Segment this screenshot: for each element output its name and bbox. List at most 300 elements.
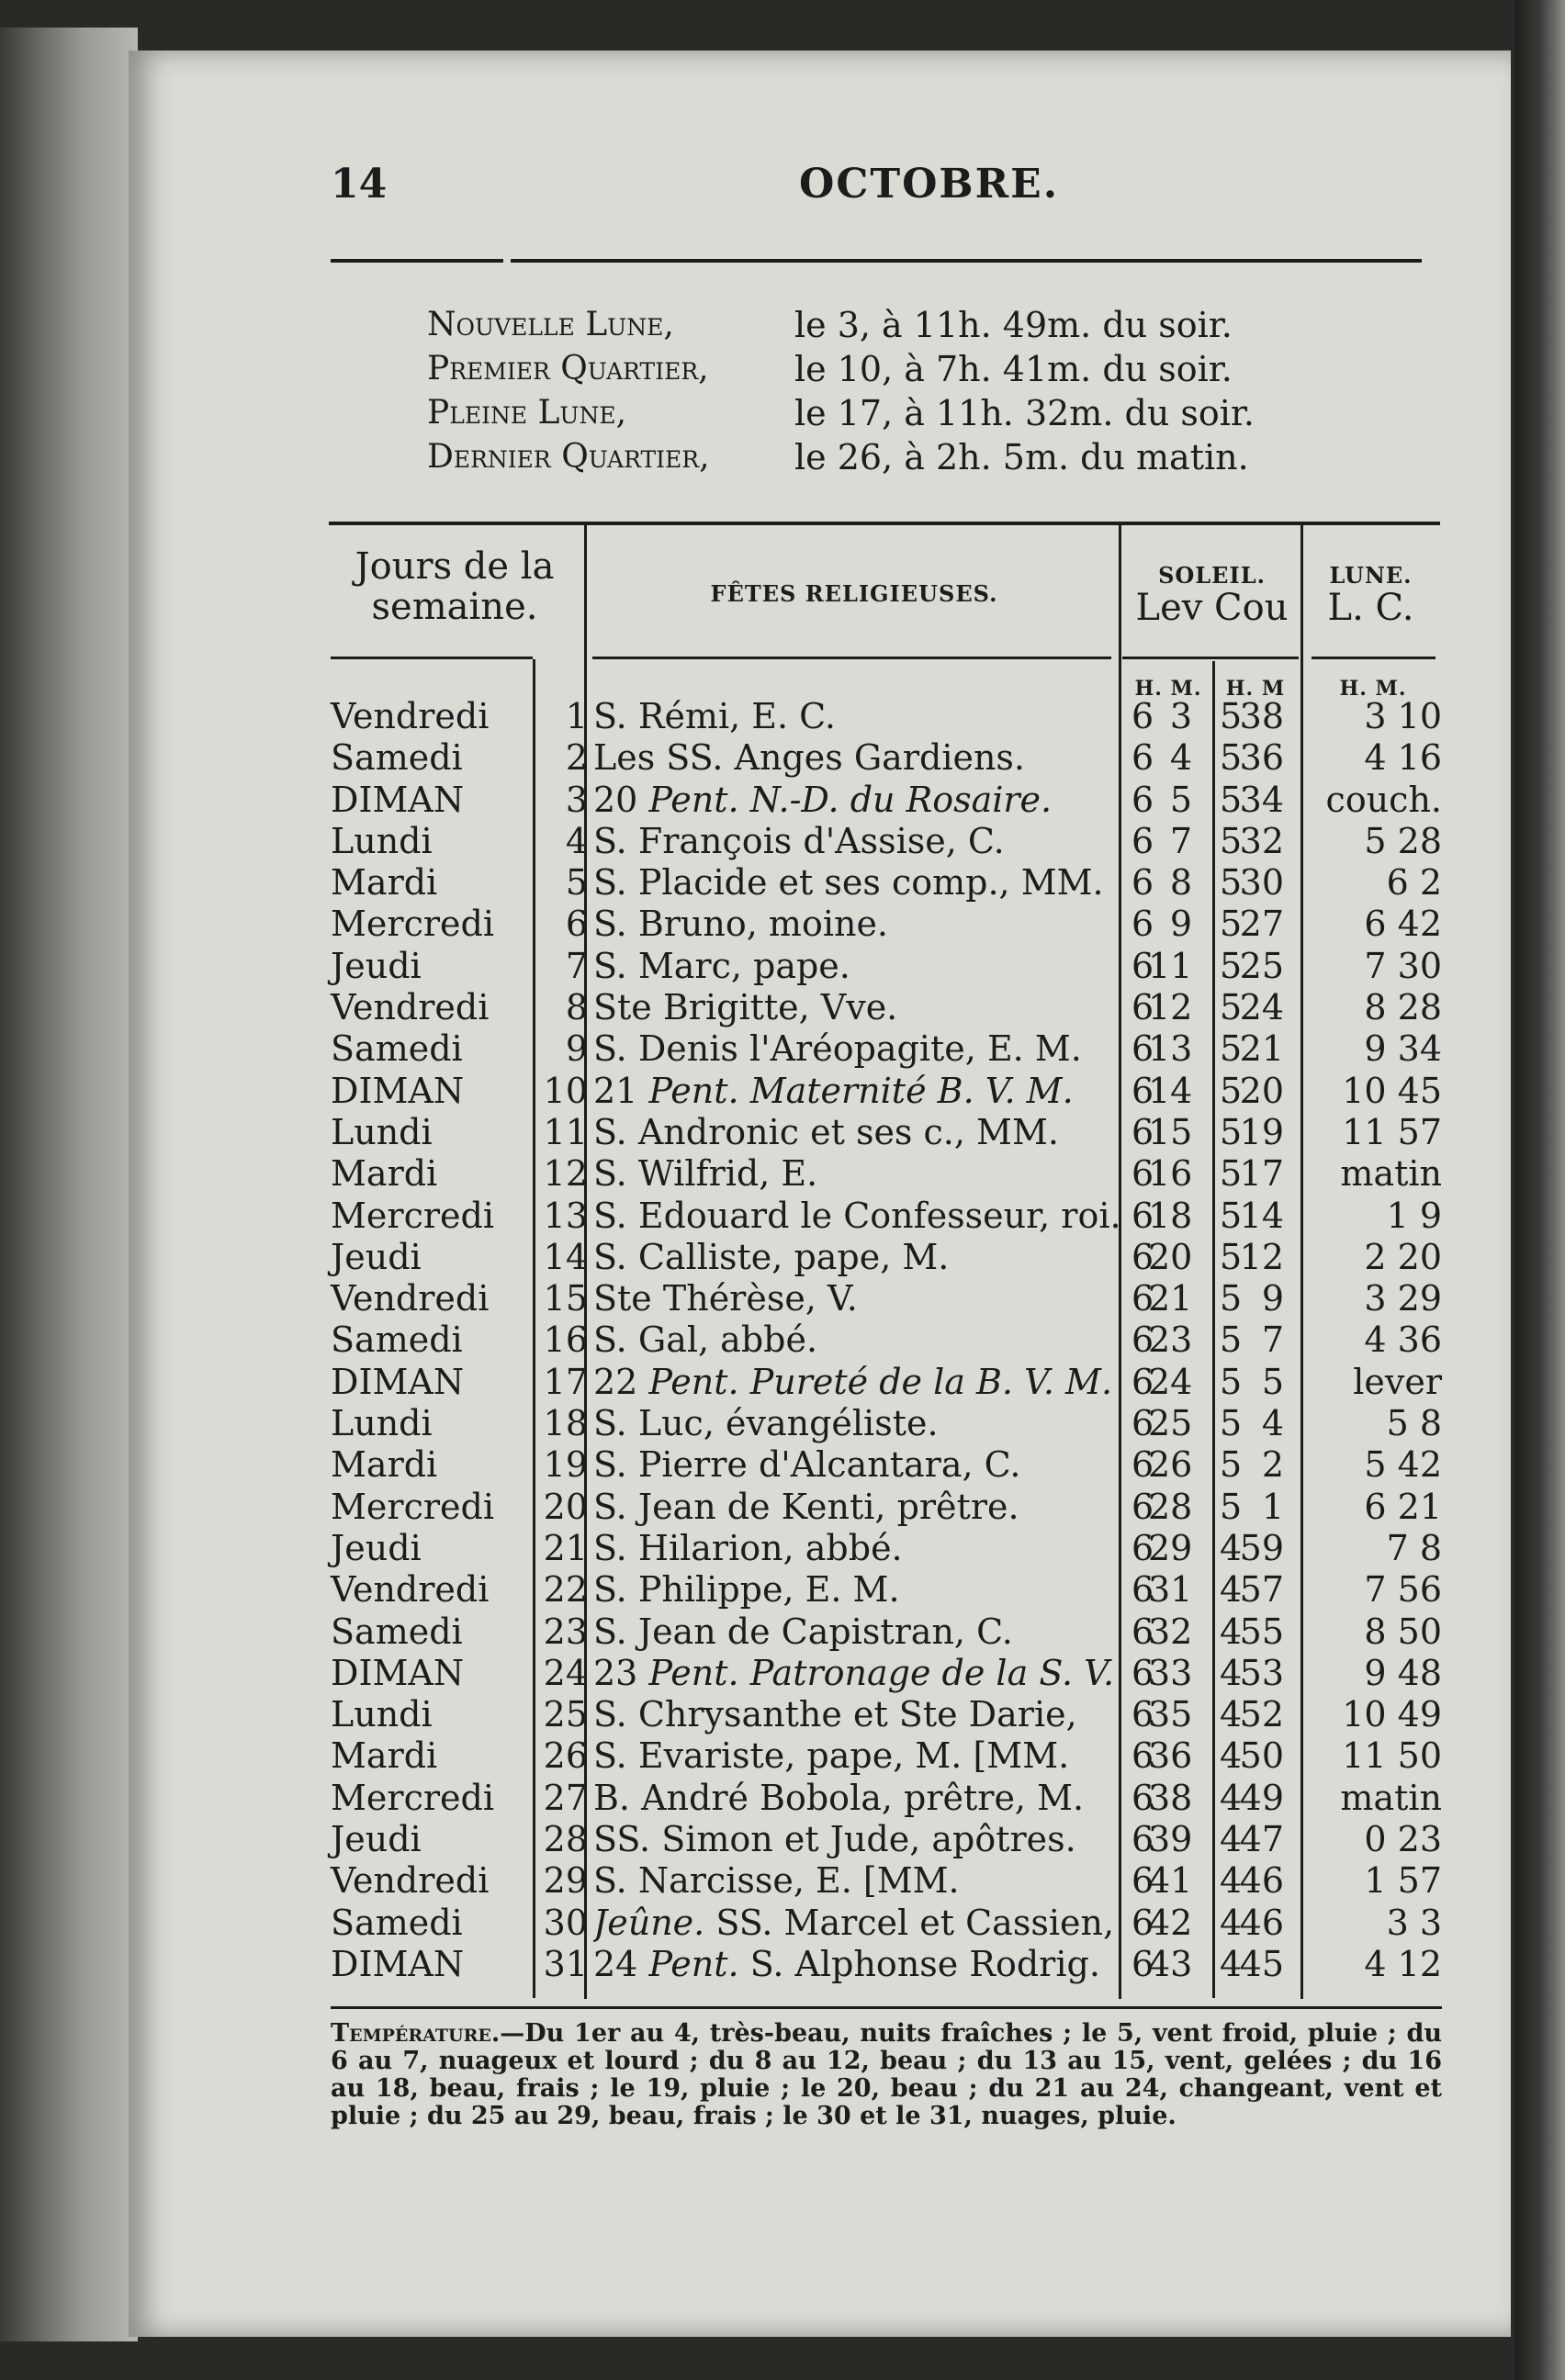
day-cell: Lundi [331,1694,433,1735]
moon-time: 8 50 [1364,1611,1442,1652]
day-cell: Mardi [331,862,438,904]
date-cell: 7 [565,945,588,986]
page-gutter [1515,0,1565,2380]
moon-time: 7 56 [1364,1569,1442,1611]
feast-text: S. Philippe, E. M. [593,1569,900,1611]
day-cell: Jeudi [331,1819,422,1860]
moon-time: 6 21 [1364,1486,1442,1527]
date-cell: 24 [543,1652,588,1693]
feast-cell [593,1403,1452,1444]
sunset-hour: 5 [1220,820,1243,861]
feast-cell [593,1694,1452,1735]
table-row [331,1569,1442,1611]
sunset-minute: 25 [1239,945,1284,986]
date-cell: 29 [543,1860,588,1902]
moon-time: 4 16 [1364,737,1442,779]
sunset-minute: 20 [1239,1070,1284,1111]
sunrise-minute: 18 [1148,1195,1193,1236]
day-cell: Vendredi [331,696,490,736]
hm-label: H. M. [1339,677,1407,701]
feast-prefix: 24 [593,1943,649,1984]
feast-text: S. Jean de Capistran, C. [593,1611,1013,1652]
sunset-hour: 5 [1220,1195,1243,1236]
feast-prefix: 21 [593,1070,649,1111]
day-cell: Lundi [331,1403,433,1444]
sunset-minute: 7 [1261,1319,1284,1361]
day-cell: Samedi [331,1611,463,1652]
table-row [331,1153,1442,1195]
sunset-hour: 5 [1220,862,1243,904]
feast-cell [593,904,1452,945]
feast-text: Les SS. Anges Gardiens. [593,737,1026,779]
table-row [331,1278,1442,1319]
header-rule-left [331,259,503,263]
table-row [331,1070,1442,1112]
table-row [331,1444,1442,1486]
sunset-hour: 5 [1220,1153,1243,1195]
date-cell: 22 [543,1569,588,1611]
sunset-hour: 4 [1220,1819,1243,1860]
moon-time: matin [1340,1777,1442,1818]
sunrise-minute: 11 [1148,945,1193,986]
header-bottom-rule [1312,657,1436,659]
moon-time: 0 23 [1364,1819,1442,1860]
page-title: OCTOBRE. [799,161,1060,208]
sunrise-minute: 16 [1148,1153,1193,1195]
phase-name: Dernier Quartier, [427,438,710,476]
feast-cell [593,946,1452,987]
sunrise-hour: 6 [1132,862,1154,904]
moon-time: 3 3 [1386,1902,1442,1943]
feast-cell [593,1611,1452,1653]
sunset-minute: 52 [1239,1694,1284,1735]
feast-cell [593,737,1452,779]
date-cell: 25 [543,1694,588,1735]
sunrise-hour: 6 [1132,1819,1154,1860]
feast-cell [593,1819,1452,1860]
header-rule-right [511,259,1422,263]
day-cell: Jeudi [331,945,422,986]
sunrise-minute: 36 [1148,1735,1193,1777]
feast-italic: Jeûne. [593,1902,705,1943]
date-cell: 31 [543,1943,588,1984]
feast-text: Ste Brigitte, Vve. [593,987,898,1028]
hm-label: H. M. [1134,677,1202,701]
sunset-minute: 2 [1261,1444,1284,1486]
date-cell: 28 [543,1819,588,1860]
feast-text: S. Gal, abbé. [593,1319,818,1361]
date-cell: 19 [543,1444,588,1486]
phase-name: Pleine Lune, [427,394,627,432]
moon-time: 5 28 [1364,820,1442,861]
sunrise-minute: 38 [1148,1777,1193,1818]
sunrise-minute: 5 [1169,779,1192,820]
table-row [331,1943,1442,1985]
sunrise-hour: 6 [1132,1527,1154,1568]
table-row [331,1694,1442,1735]
sunset-hour: 5 [1220,945,1243,986]
temperature-note [331,2020,1442,2130]
sunrise-hour: 6 [1132,1070,1154,1111]
sunrise-hour: 6 [1132,1777,1154,1818]
sunset-minute: 17 [1239,1153,1284,1195]
table-row [331,1902,1442,1944]
table-bottom-rule [331,2006,1442,2009]
feast-cell [593,1528,1452,1569]
calendar-table [331,696,1442,1985]
sunset-hour: 5 [1220,904,1243,945]
day-cell: Vendredi [331,1278,490,1319]
sunset-minute: 9 [1261,1278,1284,1319]
sun-column-header: SOLEIL. [1158,562,1266,589]
feast-cell [593,1944,1452,1985]
moon-time: 10 45 [1342,1070,1442,1111]
sunrise-hour: 6 [1132,737,1154,779]
table-row [331,1611,1442,1653]
sunset-minute: 1 [1261,1486,1284,1527]
table-row [331,1860,1442,1902]
table-row [331,904,1442,945]
feast-cell [593,987,1452,1028]
sunrise-minute: 31 [1148,1569,1193,1611]
moon-time: 3 29 [1364,1278,1442,1319]
day-cell: Mardi [331,1444,438,1486]
date-cell: 14 [543,1236,588,1277]
sunrise-minute: 21 [1148,1278,1193,1319]
sunset-minute: 19 [1239,1111,1284,1152]
table-row [331,1236,1442,1278]
table-row [331,1652,1442,1694]
sunset-hour: 4 [1220,1860,1243,1902]
sun-subheader: Lev Cou [1135,587,1289,629]
sunrise-hour: 6 [1132,1028,1154,1070]
sunrise-minute: 14 [1148,1070,1193,1111]
sunset-hour: 4 [1220,1777,1243,1818]
day-cell: Mardi [331,1735,438,1777]
sunrise-minute: 39 [1148,1819,1193,1860]
feast-cell [593,1319,1452,1361]
feast-prefix: 20 [593,779,649,820]
sunrise-hour: 6 [1132,1278,1154,1319]
feast-text: S. Narcisse, E. [MM. [593,1860,960,1902]
feast-text: S. François d'Assise, C. [593,820,1005,861]
hm-label: H. M [1225,677,1286,701]
sunset-minute: 24 [1239,987,1284,1028]
sunrise-minute: 42 [1148,1902,1193,1943]
table-row [331,1195,1442,1237]
day-cell: Jeudi [331,1236,422,1277]
sunrise-minute: 20 [1148,1236,1193,1277]
feast-text: S. Chrysanthe et Ste Darie, [593,1694,1077,1735]
table-row [331,1319,1442,1361]
phase-date: le 17, à 11h. 32m. du soir. [794,393,1255,433]
day-cell: Jeudi [331,1527,422,1568]
moon-time: 1 9 [1386,1195,1442,1236]
moon-time: 5 42 [1364,1444,1442,1486]
sunset-minute: 30 [1239,862,1284,904]
table-row [331,1111,1442,1153]
sunrise-minute: 28 [1148,1486,1193,1527]
sunset-minute: 14 [1239,1195,1284,1236]
sunset-hour: 5 [1220,1070,1243,1111]
feast-text: S. Hilarion, abbé. [593,1527,903,1568]
date-cell: 13 [543,1195,588,1236]
sunrise-hour: 6 [1132,1902,1154,1943]
feast-text: S. Evariste, pape, M. [MM. [593,1735,1070,1777]
sunrise-hour: 6 [1132,779,1154,820]
sunrise-minute: 3 [1169,696,1192,736]
date-cell: 27 [543,1777,588,1818]
sunset-minute: 32 [1239,820,1284,861]
sunset-hour: 5 [1220,696,1243,736]
moon-time: 6 42 [1364,904,1442,945]
feast-text: S. Denis l'Aréopagite, E. M. [593,1028,1082,1070]
temperature-text: —Du 1er au 4, très-beau, nuits fraîches ; le 5, vent froid, pluie ; du 6 au 7, nuageux et lourd ; du 8 au 12, beau ; du 13 au 15, vent, gelées ; du 16 au 18, beau, frais ; le 19, pluie ; le 20, beau ; du 21 au 24, changeant, vent et pluie ; du 25 au 29, beau, frais ; le 30 et le 31, nuages, pluie. [331,2019,1442,2130]
feast-cell [593,1487,1452,1528]
sunrise-minute: 8 [1169,862,1192,904]
table-row [331,1361,1442,1403]
feast-text: S. Calliste, pape, M. [593,1236,950,1277]
moon-time: 5 8 [1386,1403,1442,1444]
temperature-label: Température. [331,2019,501,2048]
date-cell: 9 [565,1028,588,1070]
sunset-minute: 34 [1239,779,1284,820]
table-row [331,737,1442,779]
sunrise-hour: 6 [1132,1153,1154,1195]
date-cell: 17 [543,1361,588,1402]
sunset-hour: 4 [1220,1569,1243,1611]
sunrise-minute: 41 [1148,1860,1193,1902]
sunrise-minute: 13 [1148,1028,1193,1070]
feast-text: S. Luc, évangéliste. [593,1403,939,1444]
feast-text: SS. Marcel et Cassien, [704,1902,1115,1943]
day-cell: DIMAN [331,1070,465,1111]
sunrise-hour: 6 [1132,1444,1154,1486]
day-cell: Mardi [331,1153,438,1195]
sunrise-hour: 6 [1132,1569,1154,1611]
feasts-column-header: FÊTES RELIGIEUSES. [710,580,998,607]
phase-name: Premier Quartier, [427,350,709,387]
day-cell: Mercredi [331,1486,494,1527]
feast-text: S. Edouard le Confesseur, roi. [593,1195,1121,1236]
day-cell: Samedi [331,737,463,779]
sunset-minute: 45 [1239,1943,1284,1984]
feast-italic: Pent. Pureté de la B. V. M. [648,1361,1113,1402]
phase-date: le 3, à 11h. 49m. du soir. [794,305,1233,345]
date-cell: 2 [565,737,588,779]
moon-time: 9 34 [1364,1028,1442,1070]
sunset-minute: 49 [1239,1777,1284,1818]
header-bottom-rule [1122,657,1299,659]
sunrise-minute: 23 [1148,1319,1193,1361]
feast-cell [593,821,1452,862]
feast-italic: Pent. Maternité B. V. M. [648,1070,1074,1111]
day-cell: Samedi [331,1319,463,1361]
sunset-hour: 5 [1220,1028,1243,1070]
moon-time: 4 12 [1364,1943,1442,1984]
header-bottom-rule [592,657,1111,659]
feast-text: S. Wilfrid, E. [593,1153,818,1195]
day-cell: Vendredi [331,1569,490,1611]
feast-cell [593,1278,1452,1319]
sunrise-hour: 6 [1132,987,1154,1028]
moon-time: lever [1353,1361,1442,1402]
sunrise-hour: 6 [1132,1611,1154,1652]
date-cell: 21 [543,1527,588,1568]
moon-time: 4 36 [1364,1319,1442,1361]
sunset-hour: 5 [1220,779,1243,820]
day-cell: DIMAN [331,1943,465,1984]
sunrise-minute: 15 [1148,1111,1193,1152]
feast-cell [593,1653,1452,1694]
sunrise-hour: 6 [1132,945,1154,986]
date-cell: 4 [565,820,588,861]
table-row [331,1486,1442,1528]
feast-text: S. Andronic et ses c., MM. [593,1111,1059,1152]
day-cell: Mercredi [331,904,494,945]
sunset-hour: 5 [1220,1278,1243,1319]
sunset-hour: 4 [1220,1902,1243,1943]
moon-phases [427,303,1255,479]
feast-cell [593,1362,1452,1403]
sunset-hour: 5 [1220,1236,1243,1277]
date-cell: 18 [543,1403,588,1444]
sunrise-minute: 26 [1148,1444,1193,1486]
table-row [331,779,1442,821]
table-row [331,1819,1442,1860]
date-cell: 5 [565,862,588,904]
moon-time: 7 8 [1386,1527,1442,1568]
day-cell: Samedi [331,1028,463,1070]
moon-time: 10 49 [1342,1694,1442,1735]
table-row [331,696,1442,737]
sunset-minute: 12 [1239,1236,1284,1277]
sunrise-hour: 6 [1132,1652,1154,1693]
table-row [331,820,1442,862]
sunset-minute: 50 [1239,1735,1284,1777]
sunset-hour: 4 [1220,1652,1243,1693]
table-top-rule [329,522,1440,525]
feast-cell [593,1569,1452,1611]
sunrise-hour: 6 [1132,1319,1154,1361]
feast-italic: Pent. N.-D. du Rosaire. [648,779,1053,820]
moon-time: 6 2 [1386,862,1442,904]
feast-cell [593,1237,1452,1278]
sunrise-hour: 6 [1132,820,1154,861]
sunrise-hour: 6 [1132,1735,1154,1777]
sunset-hour: 5 [1220,1319,1243,1361]
day-cell: DIMAN [331,1652,465,1693]
moon-time: 1 57 [1364,1860,1442,1902]
feast-text: S. Jean de Kenti, prêtre. [593,1486,1019,1527]
date-cell: 20 [543,1486,588,1527]
sunrise-hour: 6 [1132,696,1154,736]
sunset-hour: 4 [1220,1527,1243,1568]
table-row [331,1735,1442,1777]
feast-cell [593,1860,1452,1902]
sunrise-minute: 32 [1148,1611,1193,1652]
date-cell: 30 [543,1902,588,1943]
feast-italic: Pent. Patronage de la S. V. [648,1652,1115,1693]
table-row [331,987,1442,1028]
sunrise-hour: 6 [1132,1860,1154,1902]
sunrise-minute: 12 [1148,987,1193,1028]
sunrise-minute: 43 [1148,1943,1193,1984]
sunset-minute: 46 [1239,1902,1284,1943]
sunset-hour: 5 [1220,1111,1243,1152]
page-number: 14 [331,161,388,208]
feast-text: S. Alphonse Rodrig. [738,1943,1100,1984]
moon-time: 2 20 [1364,1236,1442,1277]
moon-subheader: L. C. [1327,587,1414,629]
feast-cell [593,1903,1452,1944]
day-cell: DIMAN [331,779,465,820]
sunrise-hour: 6 [1132,1486,1154,1527]
sunrise-hour: 6 [1132,904,1154,945]
day-cell: Mercredi [331,1777,494,1818]
day-cell: DIMAN [331,1361,465,1402]
sunrise-minute: 7 [1169,820,1192,861]
day-cell: Samedi [331,1902,463,1943]
page-header [331,161,1424,216]
feast-cell [593,1071,1452,1112]
sunset-minute: 47 [1239,1819,1284,1860]
date-cell: 1 [565,696,588,736]
feast-text: S. Placide et ses comp., MM. [593,862,1104,904]
feast-text: S. Bruno, moine. [593,904,889,945]
feast-cell [593,862,1452,904]
sunrise-hour: 6 [1132,1694,1154,1735]
moon-time: 3 10 [1364,696,1442,736]
sunset-hour: 5 [1220,737,1243,779]
sunset-minute: 57 [1239,1569,1284,1611]
feast-text: Ste Thérèse, V. [593,1278,858,1319]
moon-time: 8 28 [1364,987,1442,1028]
feast-text: S. Marc, pape. [593,945,850,986]
day-cell: Vendredi [331,1860,490,1902]
sunrise-minute: 29 [1148,1527,1193,1568]
sunrise-minute: 24 [1148,1361,1193,1402]
sunrise-minute: 35 [1148,1694,1193,1735]
sunrise-minute: 33 [1148,1652,1193,1693]
phase-row [427,391,1255,435]
moon-time: 7 30 [1364,945,1442,986]
sunset-minute: 53 [1239,1652,1284,1693]
date-cell: 15 [543,1278,588,1319]
sunrise-minute: 4 [1169,737,1192,779]
sunset-minute: 55 [1239,1611,1284,1652]
sunset-hour: 5 [1220,1403,1243,1444]
date-cell: 12 [543,1153,588,1195]
sunset-hour: 5 [1220,1444,1243,1486]
sunset-minute: 46 [1239,1860,1284,1902]
feast-cell [593,1112,1452,1153]
sunset-hour: 4 [1220,1694,1243,1735]
sunset-minute: 27 [1239,904,1284,945]
sunset-hour: 5 [1220,1486,1243,1527]
sunrise-hour: 6 [1132,1403,1154,1444]
sunset-hour: 4 [1220,1735,1243,1777]
table-row [331,1028,1442,1070]
sunset-hour: 4 [1220,1943,1243,1984]
moon-time: couch. [1325,779,1442,820]
phase-name: Nouvelle Lune, [427,306,674,343]
sunrise-hour: 6 [1132,1361,1154,1402]
feast-cell [593,696,1452,737]
sunrise-minute: 25 [1148,1403,1193,1444]
phase-row [427,303,1255,347]
sunset-minute: 5 [1261,1361,1284,1402]
